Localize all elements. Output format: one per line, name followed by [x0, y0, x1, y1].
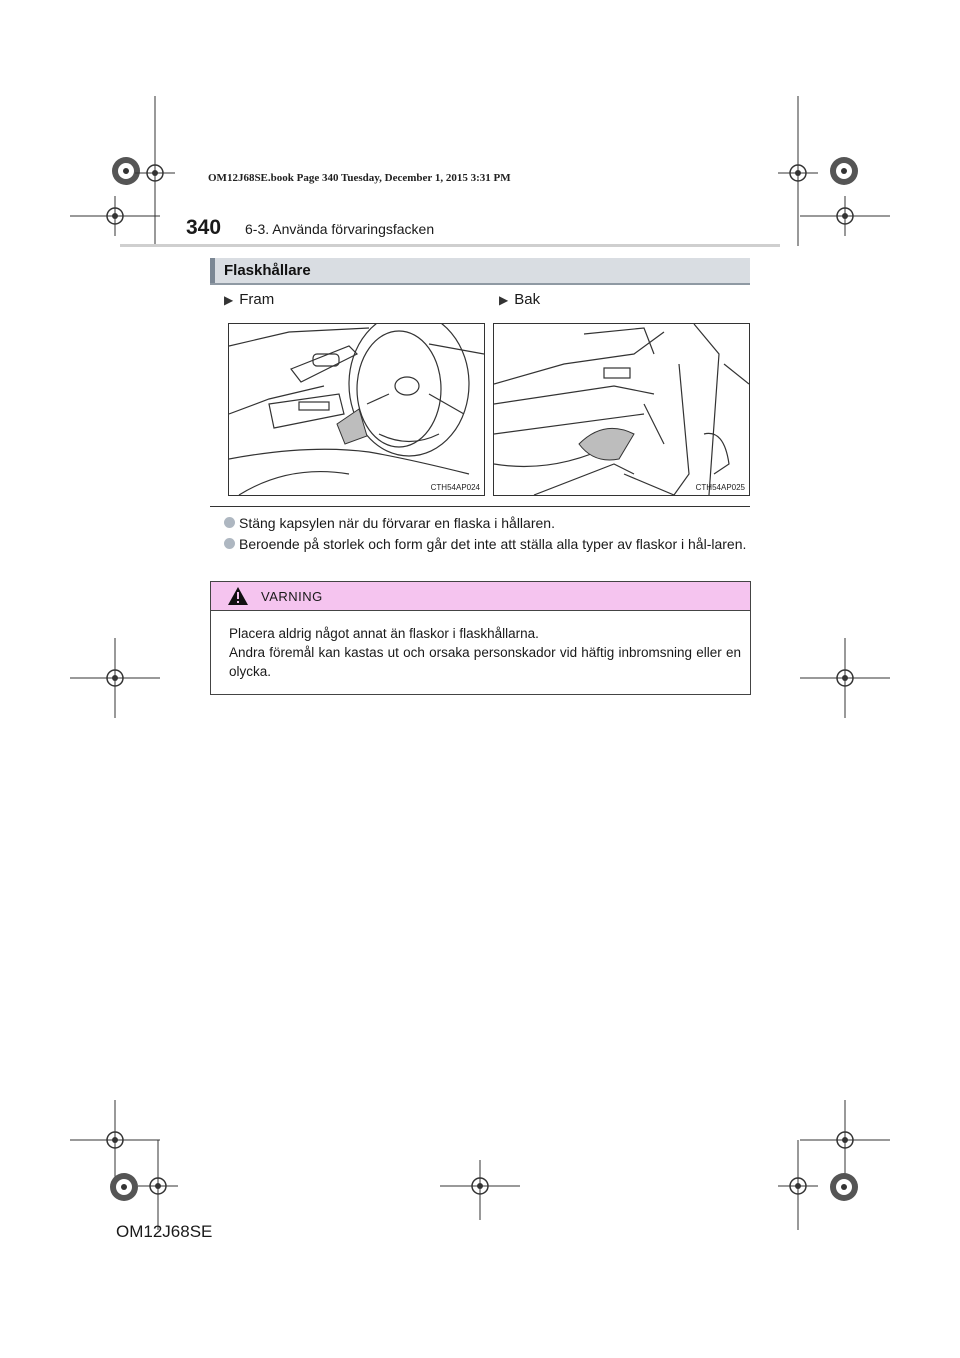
registration-mark-icon — [800, 196, 890, 236]
figure-code: CTH54AP024 — [430, 483, 480, 492]
figure-code: CTH54AP025 — [695, 483, 745, 492]
section-title: Flaskhållare — [224, 262, 311, 279]
header-rule — [120, 244, 780, 247]
bullet-item: Stäng kapsylen när du förvarar en flaska i hållaren. — [224, 513, 750, 533]
warning-text: Placera aldrig något annat än flaskor i flaskhållarna. Andra föremål kan kastas ut och orsaka personskador vid häftig inbromsning eller en olycka. — [229, 626, 741, 679]
warning-label: VARNING — [261, 589, 323, 604]
registration-mark-icon — [70, 638, 160, 718]
registration-mark-icon — [800, 638, 890, 718]
figure-divider — [210, 506, 750, 507]
figure-label-front: ▶ Fram — [224, 291, 275, 308]
footer-code: OM12J68SE — [116, 1222, 213, 1241]
registration-mark-icon — [778, 1140, 818, 1230]
front-interior-illustration — [229, 324, 484, 495]
bullet-item: Beroende på storlek och form går det inte att ställa alla typer av flaskor i hål-laren. — [224, 534, 750, 554]
registration-mark-icon — [70, 196, 160, 236]
chapter-title: 6-3. Använda förvaringsfacken — [245, 221, 435, 237]
page-number: 340 — [186, 216, 222, 239]
figure-label-rear: ▶ Bak — [499, 291, 541, 308]
registration-mark-icon — [821, 148, 867, 194]
warning-triangle-icon — [227, 586, 249, 606]
bullet-dot-icon — [224, 538, 235, 549]
triangle-right-icon: ▶ — [499, 293, 509, 307]
warning-header — [211, 582, 750, 611]
warning-box — [210, 581, 751, 695]
bullet-dot-icon — [224, 517, 235, 528]
registration-mark-icon — [138, 1140, 178, 1230]
triangle-right-icon: ▶ — [224, 293, 234, 307]
section-header-accent — [210, 258, 215, 283]
section-header — [210, 258, 750, 285]
figure-rear — [493, 323, 750, 496]
figure-front — [228, 323, 485, 496]
rear-interior-illustration — [494, 324, 749, 495]
registration-mark-icon — [821, 1164, 867, 1210]
registration-mark-icon — [440, 1160, 520, 1220]
book-info-line: OM12J68SE.book Page 340 Tuesday, December 1, 2015 3:31 PM — [208, 172, 511, 184]
